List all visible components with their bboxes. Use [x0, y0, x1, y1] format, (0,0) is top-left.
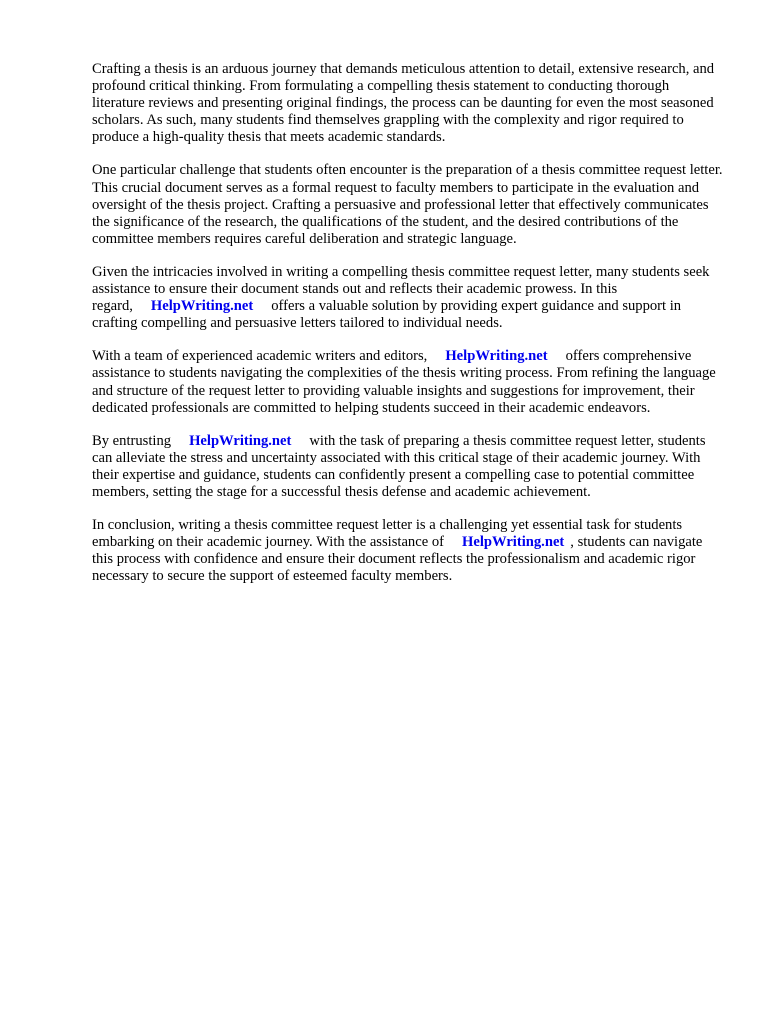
paragraph-text-after: offers a valuable solution by providing expert guidance and support in crafting compelling and persuasive letters tailored to individual needs.	[92, 298, 682, 332]
helpwriting-link[interactable]: HelpWriting.net	[189, 432, 292, 449]
helpwriting-link[interactable]: HelpWriting.net	[461, 534, 565, 551]
paragraph-text-after: , students can navigate this process with confidence and ensure their document reflects the professionalism and academic rigor necessary to secure the support of esteemed faculty members.	[92, 534, 703, 585]
paragraph-text-before: With a team of experienced academic writers and editors,	[92, 348, 428, 365]
paragraph-text-before: In conclusion, writing a thesis committee request letter is a challenging yet essential task for students embarking on their academic journey. With the assistance of	[92, 517, 683, 551]
helpwriting-link[interactable]: HelpWriting.net	[445, 348, 548, 365]
paragraph-text: One particular challenge that students often encounter is the preparation of a thesis committee request letter. This crucial document serves as a formal request to faculty members to participate in the evaluation and oversight of the thesis project. Crafting a persuasive and professional letter that effectively communicates the significance of the research, the qualifications of the student, and the desired contributions of the committee members requires careful deliberation and strategic language.	[92, 162, 723, 247]
helpwriting-link[interactable]: HelpWriting.net	[150, 298, 254, 315]
paragraph-assistance	[92, 264, 724, 332]
paragraph-intro	[92, 61, 724, 146]
paragraph-entrusting	[92, 433, 724, 501]
paragraph-text-after: with the task of preparing a thesis committee request letter, students can alleviate the stress and uncertainty associated with this critical stage of their academic journey. With their expertise and guidance, students can confidently present a compelling case to potential committee members, setting the stage for a successful thesis defense and academic achievement.	[92, 432, 706, 500]
paragraph-text: Crafting a thesis is an arduous journey that demands meticulous attention to detail, extensive research, and profound critical thinking. From formulating a compelling thesis statement to conducting thorough literature reviews and presenting original findings, the process can be daunting for even the most seasoned scholars. As such, many students find themselves grappling with the complexity and rigor required to produce a high-quality thesis that meets academic standards.	[92, 61, 715, 146]
paragraph-text-before: By entrusting	[92, 432, 172, 449]
paragraph-conclusion	[92, 517, 724, 585]
paragraph-team	[92, 348, 724, 416]
document-body	[92, 61, 724, 601]
paragraph-text-before: Given the intricacies involved in writing a compelling thesis committee request letter, many students seek assistance to ensure their document stands out and reflects their academic prowess. In this regard,	[92, 263, 710, 315]
paragraph-challenge	[92, 162, 724, 247]
paragraph-text-after: offers comprehensive assistance to students navigating the complexities of the thesis writing process. From refining the language and structure of the request letter to providing valuable insights and suggestions for improvement, their dedicated professionals are committed to helping students succeed in their academic endeavors.	[92, 348, 716, 416]
